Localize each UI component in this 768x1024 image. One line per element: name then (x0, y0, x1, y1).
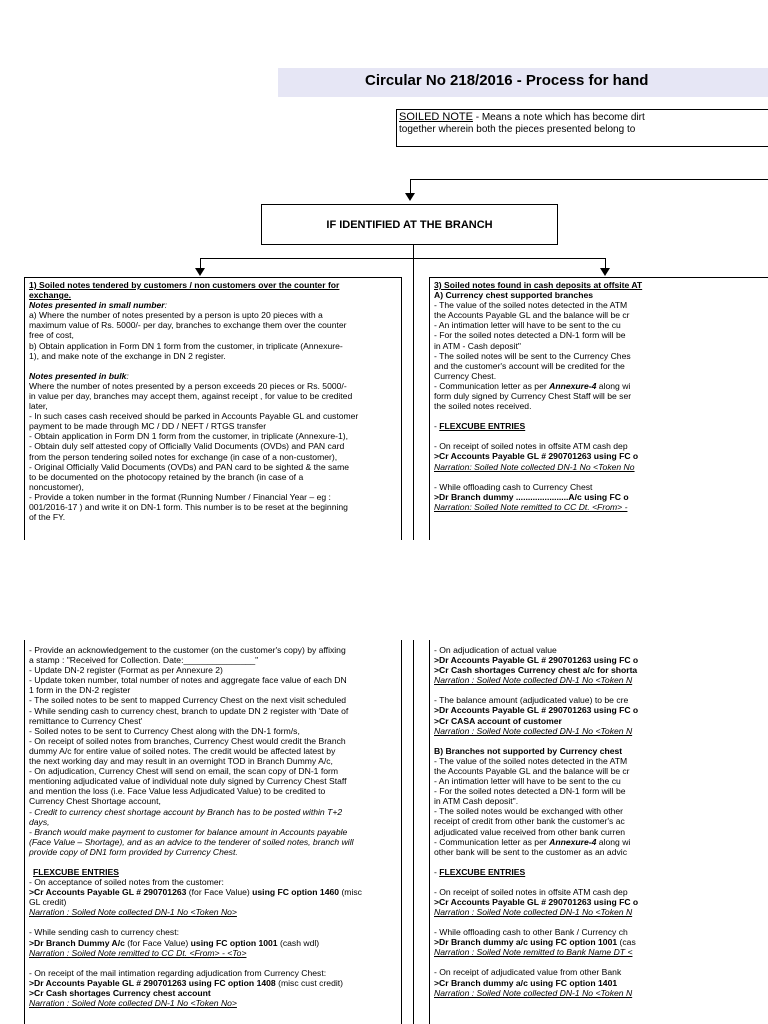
text-line: from the person tendering soiled notes for exchange (in case of a non-customer), (29, 451, 338, 462)
connector-top (410, 179, 768, 180)
text-line: the Accounts Payable GL and the balance will be cr (434, 310, 630, 321)
section-heading: 1) Soiled notes tendered by customers / non customers over the counter for (29, 280, 340, 290)
text-line: noncustomer), (29, 481, 84, 492)
text-line: - An intimation letter will have to be sent to the cu (434, 776, 621, 787)
text-line: days, (29, 816, 50, 827)
page-title: Circular No 218/2016 - Process for hand (365, 72, 649, 89)
text-line: free of cost, (29, 330, 74, 341)
text-line: in ATM - Cash deposit" (434, 340, 521, 351)
text-line: - For the soiled notes detected a DN-1 form will be (434, 330, 626, 341)
narration: Narration : Soiled Note remitted to CC Dt. <From> - <To> (29, 947, 247, 958)
arrow-down-icon (405, 193, 415, 201)
text-line: remittance to Currency Chest' (29, 715, 143, 726)
text-line: - An intimation letter will have to be sent to the cu (434, 320, 621, 331)
text-line: - Branch would make payment to customer for balance amount in Accounts payable (29, 826, 348, 837)
section-heading: exchange. (29, 290, 72, 301)
entry-line: >Cr Branch dummy a/c using FC option 1401 (434, 977, 618, 988)
text-line: - While offloading cash to Currency Chest (434, 481, 593, 492)
entry-line: >Dr Branch dummy a/c using FC option 1001 (434, 937, 618, 948)
entry-line: >Cr Cash shortages Currency chest a/c for shorta (434, 665, 638, 676)
text-line: in value per day, branches may accept them, against receipt , for value to be credited (29, 390, 353, 401)
text-line: - Soiled notes to be sent to Currency Chest along with the DN-1 form/s, (29, 725, 300, 736)
text-line: - On adjudication of actual value (434, 645, 557, 655)
small-notes-title: Notes presented in small number (29, 300, 165, 311)
narration: Narration : Soiled Note collected DN-1 No <Token N (434, 907, 633, 918)
text-line: (Face Value – Shortage), and as an advice to the tenderer of soiled notes, branch will (29, 836, 354, 847)
annexure-ref: Annexure-4 (549, 380, 597, 391)
text-line: maximum value of Rs. 5000/- per day, branches to exchange them over the counter (29, 320, 347, 331)
page-2 (0, 640, 768, 1024)
narration: Narration : Soiled Note collected DN-1 No <Token No> (29, 998, 237, 1008)
entry-line: >Dr Branch Dummy A/c (29, 937, 125, 948)
text-line: - On receipt of soiled notes in offsite ATM cash dep (434, 886, 628, 897)
text-line: Where the number of notes presented by a person exceeds 20 pieces or Rs. 5000/- (29, 380, 347, 391)
definition-text: - Means a note which has become dirt (472, 112, 645, 123)
text-line: (for Face Value) (124, 937, 191, 948)
arrow-down-icon (195, 268, 205, 276)
definition-box (396, 109, 768, 147)
connector-center (413, 640, 414, 1024)
text-line: - Provide a token number in the format (Running Number / Financial Year – eg : (29, 491, 331, 502)
flexcube-heading: FLEXCUBE ENTRIES (439, 866, 526, 877)
connector-center (413, 245, 414, 540)
text-line: later, (29, 401, 48, 412)
text-line: 001/2016-17 ) and write it on DN-1 form. This number is to be reset at the beginning (29, 501, 348, 512)
text-line: (cash wdl) (277, 937, 320, 948)
text-line: - In such cases cash received should be parked in Accounts Payable GL and customer (29, 411, 359, 422)
narration: Narration : Soiled Note remitted to Bank Name DT < (434, 947, 633, 958)
entry-line: >Dr Accounts Payable GL # 290701263 using FC o (434, 655, 639, 666)
text-line: the Accounts Payable GL and the balance will be cr (434, 765, 630, 776)
entry-line: >Dr Accounts Payable GL # 290701263 using FC option 1408 (29, 977, 276, 988)
entry-line: >Cr Cash shortages Currency chest account (29, 987, 211, 998)
text-line: other bank will be sent to the customer as an advic (434, 846, 627, 857)
right-column-box: 3) Soiled notes found in cash deposits at offsite AT A) Currency chest supported branches - The value of the soiled notes detected in the ATM the Accounts Payable GL and the balance will be cr - An intimation letter will have to be sent to the cu - For the soiled notes detected a DN-1 form will be in ATM - Cash deposit" - The soiled notes will be sent to the Currency Ches and the customer's account will be credited for the Currency Chest. - Communication letter as per Annexure-4 along wi form duly signed by Currency Chest Staff will be ser the soiled notes received. - FLEXCUBE ENTRIES - On receipt of soiled notes in offsite ATM cash dep >Cr Accounts Payable GL # 290701263 using FC o Narration: Soiled Note collected DN-1 No <Token No - While offloading cash to Currency Chest >Dr Branch dummy ......................A/c using FC o Narration: Soiled Note remitted to CC Dt. <From> - (429, 277, 768, 540)
text-line: b) Obtain application in Form DN 1 form from the customer, in triplicate (Annexure- (29, 340, 343, 351)
text-line: mentioning adjudicated value of individual note duly signed by Currency Chest Staff (29, 776, 347, 787)
arrow-down-icon (600, 268, 610, 276)
text-line: - Original Officially Valid Documents (OVDs) and PAN card to be sighted & the same (29, 461, 350, 472)
text-line: 1), and make note of the exchange in DN 2 register. (29, 350, 226, 361)
text-line: provide copy of DN1 form provided by Currency Chest. (29, 846, 238, 857)
text-line: - While sending cash to currency chest: (29, 927, 179, 938)
text-line: Currency Chest. (434, 370, 497, 381)
text-line: - The soiled notes will be sent to the Currency Ches (434, 350, 631, 361)
text-line: a) Where the number of notes presented by a person is upto 20 pieces with a (29, 310, 323, 321)
text-line: along wi (596, 380, 631, 391)
text-line: - On receipt of soiled notes in offsite ATM cash dep (434, 441, 628, 452)
narration: Narration : Soiled Note collected DN-1 No <Token N (434, 987, 633, 998)
narration: Narration : Soiled Note collected DN-1 No <Token No> (29, 907, 237, 918)
text-line: - Obtain duly self attested copy of Officially Valid Documents (OVDs) and PAN card (29, 441, 345, 452)
text-line: Currency Chest Shortage account, (29, 796, 161, 807)
branch-box (261, 204, 558, 245)
text-line: a stamp : "Received for Collection. Date:_______________" (29, 655, 259, 666)
entry-line: >Dr Accounts Payable GL # 290701263 using FC o (434, 705, 639, 716)
text-line: - On receipt of adjudicated value from other Bank (434, 967, 622, 978)
left-column-box-continued (24, 640, 402, 1024)
text-line: dummy A/c for entire value of soiled notes. The credit would be affected latest by (29, 745, 336, 756)
text-line: in ATM Cash deposit". (434, 796, 519, 807)
text-line: 1 form in the DN-2 register (29, 685, 131, 696)
text-line: - Credit to currency chest shortage account by Branch has to be posted within T+2 (29, 806, 343, 817)
entry-line: >Cr CASA account of customer (434, 715, 562, 726)
text-line: - Communication letter as per (434, 380, 550, 391)
text-line: and the customer's account will be credited for the (434, 360, 625, 371)
connector-split (200, 258, 605, 259)
narration: Narration : Soiled Note collected DN-1 No <Token N (434, 725, 633, 736)
text-line: the soiled notes received. (434, 401, 532, 412)
text-line: receipt of credit from other bank the customer's ac (434, 816, 625, 827)
text-line: - While sending cash to currency chest, branch to update DN 2 register with 'Date of (29, 705, 349, 716)
left-column-box: 1) Soiled notes tendered by customers / non customers over the counter for exchange. Notes presented in small number: a) Where the number of notes presented by a person is upto 20 pieces with a maximum value of Rs. 5000/- per day, branches to exchange them over the counter free of cost, b) Obtain application in Form DN 1 form from the customer, in triplicate (Annexure- 1), and make note of the exchange in DN 2 register. Notes presented in bulk: Where the number of notes presented by a person exceeds 20 pieces or Rs. 5000/- in value per day, branches may accept them, against receipt , for value to be credited later, - In such cases cash received should be parked in Accounts Payable GL and customer payment to be made through MC / DD / NEFT / RTGS transfer - Obtain application in Form DN 1 form from the customer, in triplicate (Annexure-1), - Obtain duly self attested copy of Officially Valid Documents (OVDs) and PAN card from the person tendering soiled notes for exchange (in case of a non-customer), - Original Officially Valid Documents (OVDs) and PAN card to be sighted & the same to be documented on the photocopy retained by the branch (in case of a noncustomer), - Provide a token number in the format (Running Number / Financial Year – eg : 001/2016-17 ) and write it on DN-1 form. This number is to be reset at the beginning of the FY. (24, 277, 402, 540)
branch-box-label: IF IDENTIFIED AT THE BRANCH (326, 218, 493, 231)
text-line: (misc cust credit) (275, 977, 344, 988)
subsection-heading: B) Branches not supported by Currency chest (434, 745, 623, 756)
entry-line: >Cr Accounts Payable GL # 290701263 (29, 887, 187, 898)
text-line: - Provide an acknowledgement to the customer (on the customer's copy) by affixing (29, 645, 346, 655)
entry-line: using FC option 1460 (252, 887, 340, 898)
text-line: GL credit) (29, 897, 67, 908)
text-line: - The value of the soiled notes detected in the ATM (434, 300, 628, 311)
text-line: (misc (339, 887, 362, 898)
text-line: of the FY. (29, 512, 66, 523)
text-line: - On receipt of the mail intimation regarding adjudication from Currency Chest: (29, 967, 327, 978)
text-line: and mention the loss (i.e. Face Value less Adjudicated Value) to be credited to (29, 786, 326, 797)
section-heading: 3) Soiled notes found in cash deposits at offsite AT (434, 280, 643, 290)
text-line: - On receipt of soiled notes from branches, Currency Chest would credit the Branch (29, 735, 346, 746)
annexure-ref: Annexure-4 (549, 836, 597, 847)
text-line: to be documented on the photocopy retained by the branch (in case of a (29, 471, 304, 482)
text-line: (cas (617, 937, 636, 948)
text-line: - On adjudication, Currency Chest will send on email, the scan copy of DN-1 form (29, 766, 339, 777)
text-line: - The soiled notes to be sent to mapped Currency Chest on the next visit scheduled (29, 695, 347, 706)
narration: Narration : Soiled Note collected DN-1 No <Token N (434, 675, 633, 686)
entry-line: >Cr Accounts Payable GL # 290701263 using FC o (434, 451, 639, 462)
text-line: - The balance amount (adjudicated value) to be cre (434, 695, 629, 706)
text-line: adjudicated value received from other bank curren (434, 826, 626, 837)
text-line: the next working day and may result in an overnight TOD in Branch Dummy A/c, (29, 756, 333, 767)
text-line: - On acceptance of soiled notes from the customer: (29, 877, 224, 888)
text-line: - Update token number, total number of notes and aggregate face value of each DN (29, 675, 347, 686)
text-line: payment to be made through MC / DD / NEFT / RTGS transfer (29, 421, 267, 432)
entry-line: >Cr Accounts Payable GL # 290701263 using FC o (434, 896, 639, 907)
text-line: - While offloading cash to other Bank / Currency ch (434, 927, 628, 938)
definition-line-2: together wherein both the pieces presented belong to (399, 124, 636, 135)
text-line: - The value of the soiled notes detected in the ATM (434, 755, 628, 766)
text-line: - The soiled notes would be exchanged with other (434, 806, 624, 817)
text-line: - Communication letter as per (434, 836, 550, 847)
definition-term: SOILED NOTE (399, 111, 473, 123)
text-line: form duly signed by Currency Chest Staff will be ser (434, 391, 632, 402)
text-line: (for Face Value) (186, 887, 253, 898)
text-line: - Obtain application in Form DN 1 form from the customer, in triplicate (Annexure-1), (29, 431, 349, 442)
text-line: - For the soiled notes detected a DN-1 form will be (434, 786, 626, 797)
narration: Narration: Soiled Note remitted to CC Dt. <From> - (434, 501, 628, 512)
narration: Narration: Soiled Note collected DN-1 No <Token No (434, 461, 635, 472)
flexcube-heading: FLEXCUBE ENTRIES (33, 866, 119, 877)
entry-line: >Dr Branch dummy ......................A/c using FC o (434, 491, 629, 502)
right-column-box-continued: - On adjudication of actual value >Dr Accounts Payable GL # 290701263 using FC o >Cr Cash shortages Currency chest a/c for shorta Narration : Soiled Note collected DN-1 No <Token N - The balance amount (adjudicated value) to be cre >Dr Accounts Payable GL # 290701263 using FC o >Cr CASA account of customer Narration : Soiled Note collected DN-1 No <Token N B) Branches not supported by Currency chest - The value of the soiled notes detected in the ATM the Accounts Payable GL and the balance will be cr - An intimation letter will have to be sent to the cu - For the soiled notes detected a DN-1 form will be in ATM Cash deposit". - The soiled notes would be exchanged with other receipt of credit from other bank the customer's ac adjudicated value received from other bank curren - Communication letter as per Annexure-4 along wi other bank will be sent to the customer as an advic - FLEXCUBE ENTRIES - On receipt of soiled notes in offsite ATM cash dep >Cr Accounts Payable GL # 290701263 using FC o Narration : Soiled Note collected DN-1 No <Token N - While offloading cash to other Bank / Currency ch >Dr Branch dummy a/c using FC option 1001 (cas Narration : Soiled Note remitted to Bank Name DT < - On receipt of adjudicated value from other Bank >Cr Branch dummy a/c using FC option 1401 Narration : Soiled Note collected DN-1 No <Token N (429, 640, 768, 1024)
bulk-notes-title: Notes presented in bulk (29, 370, 127, 381)
text-line: - Update DN-2 register (Format as per Annexure 2) (29, 665, 223, 676)
subsection-heading: A) Currency chest supported branches (434, 290, 594, 301)
flexcube-heading: FLEXCUBE ENTRIES (439, 421, 526, 432)
entry-line: using FC option 1001 (190, 937, 278, 948)
text-line: along wi (596, 836, 631, 847)
